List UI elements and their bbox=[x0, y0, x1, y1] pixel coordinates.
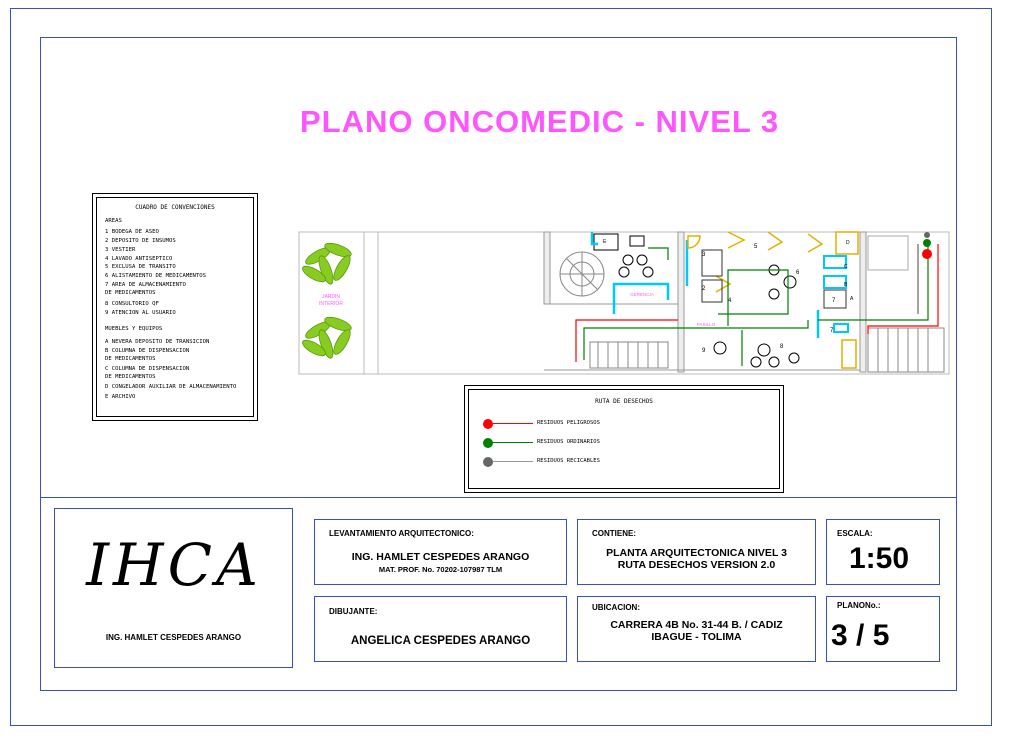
gray-dot-icon bbox=[483, 457, 493, 467]
furniture-item: DE MEDICAMENTOS bbox=[105, 356, 156, 362]
escala-box bbox=[826, 519, 940, 585]
drawing-title: PLANO ONCOMEDIC - NIVEL 3 bbox=[300, 104, 780, 139]
cyan-partition bbox=[614, 284, 668, 314]
furniture-header: MUEBLES Y EQUIPOS bbox=[105, 326, 163, 332]
palm-tree-icon bbox=[300, 315, 353, 360]
logo-box bbox=[54, 508, 293, 668]
levantamiento-name: ING. HAMLET CESPEDES ARANGO bbox=[351, 551, 530, 563]
area-item: 2 DEPOSITO DE INSUMOS bbox=[105, 238, 176, 244]
conventions-title: CUADRO DE CONVENCIONES bbox=[135, 204, 215, 211]
furniture-item: DE MEDICAMENTOS bbox=[105, 374, 156, 380]
garden-label: INTERIOR bbox=[319, 301, 343, 307]
dibujante-box bbox=[314, 596, 567, 662]
garden-label: JARDIN bbox=[321, 294, 341, 300]
areas-header: AREAS bbox=[105, 218, 122, 224]
chair-icon bbox=[751, 357, 761, 367]
chair-icon bbox=[623, 255, 633, 265]
gray-line bbox=[493, 461, 533, 462]
furniture-item: E ARCHIVO bbox=[105, 394, 136, 400]
hall-label: PASILLO bbox=[696, 322, 716, 327]
route-label: RESIDUOS ORDINARIOS bbox=[537, 439, 600, 445]
furniture-item: D CONGELADOR AUXILIAR DE ALMACENAMIENTO bbox=[105, 384, 237, 390]
cyan-partition bbox=[834, 324, 848, 332]
green-line bbox=[493, 442, 533, 443]
plano-box bbox=[826, 596, 940, 662]
route-label: RESIDUOS PELIGROSOS bbox=[537, 420, 600, 426]
area-item: 3 VESTIER bbox=[105, 247, 136, 253]
plano-label: PLANONo.: bbox=[837, 601, 881, 610]
contiene-box bbox=[577, 519, 816, 585]
ordinary-bin bbox=[923, 239, 931, 247]
fixture bbox=[842, 340, 856, 368]
area-item: 1 BODEGA DE ASEO bbox=[105, 229, 159, 235]
logo-caption: ING. HAMLET CESPEDES ARANGO bbox=[105, 633, 242, 642]
floor-plan bbox=[298, 230, 950, 376]
room-number: 9 bbox=[702, 348, 706, 354]
area-item: 7 AREA DE ALMACENAMIENTO bbox=[105, 282, 186, 288]
room-number: 8 bbox=[780, 344, 784, 350]
right-stair bbox=[868, 328, 944, 372]
room-number: 5 bbox=[754, 244, 758, 250]
stair-outline bbox=[590, 342, 668, 368]
plano-value: 3 / 5 bbox=[831, 619, 890, 652]
contiene-line1: PLANTA ARQUITECTONICA NIVEL 3 bbox=[606, 547, 787, 559]
wall bbox=[544, 232, 550, 304]
stair-outline bbox=[868, 328, 944, 372]
chair-icon bbox=[784, 276, 796, 288]
door-swing bbox=[768, 232, 782, 250]
recyclable-bin bbox=[924, 232, 930, 238]
chair-icon bbox=[714, 342, 726, 354]
furniture-item: C COLUMNA DE DISPENSACION bbox=[105, 366, 190, 372]
desk-icon bbox=[630, 236, 644, 246]
area-item: 4 LAVADO ANTISEPTICO bbox=[105, 256, 173, 262]
red-line bbox=[493, 423, 533, 424]
waste-route-title: RUTA DE DESECHOS bbox=[595, 398, 653, 405]
chair-icon bbox=[769, 357, 779, 367]
ubicacion-label: UBICACION: bbox=[592, 603, 640, 612]
chair-icon bbox=[758, 344, 770, 356]
green-dot-icon bbox=[483, 438, 493, 448]
wall bbox=[860, 232, 866, 372]
room-number: 3 bbox=[702, 252, 706, 258]
hazardous-bin bbox=[922, 249, 932, 259]
furniture-item: A NEVERA DEPOSITO DE TRANSICION bbox=[105, 339, 210, 345]
furniture-item: B COLUMNA DE DISPENSACION bbox=[105, 348, 190, 354]
chair-icon bbox=[643, 267, 653, 277]
escala-label: ESCALA: bbox=[837, 529, 873, 538]
levantamiento-label: LEVANTAMIENTO ARQUITECTONICO: bbox=[329, 529, 474, 538]
titleblock-divider bbox=[40, 497, 956, 498]
furniture-letter: C bbox=[844, 264, 848, 270]
chair-icon bbox=[789, 353, 799, 363]
area-item: 9 ATENCION AL USUARIO bbox=[105, 310, 176, 316]
area-item: DE MEDICAMENTOS bbox=[105, 290, 156, 296]
levantamiento-box bbox=[314, 519, 567, 585]
escala-value: 1:50 bbox=[849, 542, 910, 575]
furniture-letter: A bbox=[850, 296, 854, 302]
room-number: 4 bbox=[728, 298, 732, 304]
cyan-partition bbox=[824, 276, 846, 288]
ubicacion-box bbox=[577, 596, 816, 662]
area-item: 8 CONSULTORIO QF bbox=[105, 301, 159, 307]
ihca-logo: IHCA bbox=[86, 531, 262, 599]
chair-icon bbox=[619, 267, 629, 277]
room-number: 7 bbox=[830, 328, 834, 334]
ubicacion-line1: CARRERA 4B No. 31-44 B. / CADIZ bbox=[610, 619, 783, 631]
area-item: 6 ALISTAMIENTO DE MEDICAMENTOS bbox=[105, 273, 207, 279]
room-number: 2 bbox=[702, 286, 706, 292]
door-swing bbox=[728, 232, 744, 248]
door-swing bbox=[808, 234, 822, 252]
wall bbox=[868, 236, 908, 270]
furniture-letter: D bbox=[846, 240, 850, 246]
conventions-table bbox=[92, 193, 258, 421]
palm-tree-icon bbox=[300, 241, 353, 286]
straight-stair bbox=[590, 342, 668, 368]
contiene-label: CONTIENE: bbox=[592, 529, 636, 538]
dibujante-label: DIBUJANTE: bbox=[329, 607, 378, 616]
furniture-letter: E bbox=[603, 239, 607, 245]
chair-icon bbox=[637, 255, 647, 265]
office-label: GERENCIA bbox=[630, 292, 654, 297]
route-hazardous bbox=[576, 320, 678, 362]
room-number: 6 bbox=[796, 270, 800, 276]
area-item: 5 EXCLUSA DE TRANSITO bbox=[105, 264, 176, 270]
dibujante-name: ANGELICA CESPEDES ARANGO bbox=[350, 635, 531, 647]
route-label: RESIDUOS RECICABLES bbox=[537, 458, 600, 464]
furniture-letter: B bbox=[844, 282, 848, 288]
room-number: 7 bbox=[832, 298, 836, 304]
red-dot-icon bbox=[483, 419, 493, 429]
ubicacion-line2: IBAGUE - TOLIMA bbox=[651, 631, 742, 643]
wall bbox=[678, 232, 684, 372]
door-swing bbox=[688, 236, 700, 248]
contiene-line2: RUTA DESECHOS VERSION 2.0 bbox=[617, 559, 776, 571]
cyan-partition bbox=[824, 256, 846, 268]
palm-leaf bbox=[331, 327, 354, 356]
chair-icon bbox=[769, 289, 779, 299]
palm-leaf bbox=[331, 253, 354, 282]
route-ordinary bbox=[648, 248, 668, 260]
waste-route-legend bbox=[464, 385, 784, 493]
levantamiento-sub: MAT. PROF. No. 70202-107987 TLM bbox=[378, 565, 503, 574]
